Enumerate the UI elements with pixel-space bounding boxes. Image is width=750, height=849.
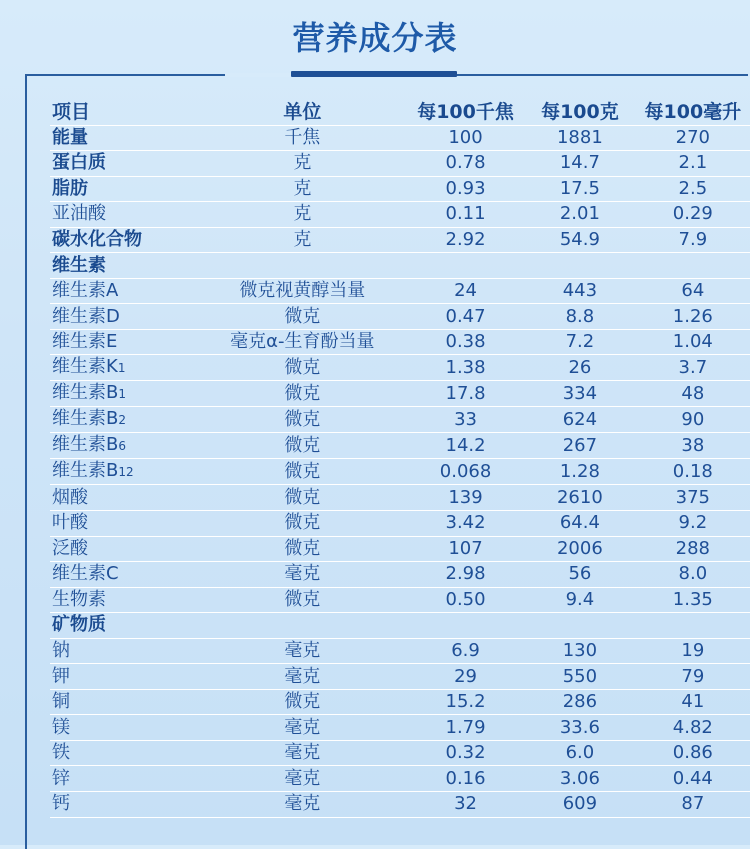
row-item-name (50, 407, 198, 433)
row-per-100g (524, 253, 636, 279)
table-row (50, 766, 750, 792)
row-per-100kj: 0.068 (407, 459, 524, 485)
row-per-100ml: 0.86 (636, 740, 750, 766)
row-per-100g: 443 (524, 278, 636, 304)
row-item-label: 钙 (52, 793, 70, 815)
row-per-100g: 286 (524, 689, 636, 715)
row-per-100g: 2006 (524, 536, 636, 562)
row-per-100g: 54.9 (524, 227, 636, 253)
row-per-100kj: 139 (407, 485, 524, 511)
title-underline (291, 71, 457, 77)
row-per-100g (524, 613, 636, 639)
row-item-label: 维生素B (52, 408, 119, 430)
table-row (50, 715, 750, 741)
row-per-100kj: 15.2 (407, 689, 524, 715)
row-item-name (50, 664, 198, 690)
row-item-label: 能量 (52, 126, 88, 148)
row-item-label: 维生素A (52, 280, 119, 302)
row-item-name (50, 227, 198, 253)
row-per-100kj: 100 (407, 125, 524, 151)
header-item: 项目 (50, 100, 198, 125)
nutrition-table (50, 100, 750, 818)
row-item-label: 维生素B (52, 434, 119, 456)
table-row (50, 407, 750, 433)
row-unit: 微克 (198, 689, 407, 715)
table-row (50, 176, 750, 202)
row-unit: 微克 (198, 355, 407, 381)
row-item-label: 亚油酸 (52, 203, 106, 225)
row-per-100kj (407, 613, 524, 639)
table-row (50, 740, 750, 766)
row-per-100g: 624 (524, 407, 636, 433)
row-item-label: 生物素 (52, 588, 106, 610)
row-per-100g: 3.06 (524, 766, 636, 792)
row-item-name (50, 689, 198, 715)
row-item-label: 维生素E (52, 331, 118, 353)
row-per-100ml: 270 (636, 125, 750, 151)
table-row (50, 433, 750, 459)
row-item-label: 矿物质 (52, 614, 106, 636)
row-per-100ml: 0.29 (636, 202, 750, 228)
row-item-name (50, 740, 198, 766)
table-row (50, 304, 750, 330)
row-per-100ml: 288 (636, 536, 750, 562)
row-item-name (50, 587, 198, 613)
row-per-100g: 17.5 (524, 176, 636, 202)
row-unit: 微克 (198, 304, 407, 330)
row-item-name (50, 125, 198, 151)
header-per-100ml: 每100毫升 (636, 100, 750, 125)
row-per-100ml: 8.0 (636, 562, 750, 588)
table-row (50, 381, 750, 407)
row-unit: 毫克 (198, 664, 407, 690)
row-item-name (50, 202, 198, 228)
row-per-100ml: 3.7 (636, 355, 750, 381)
row-per-100kj: 14.2 (407, 433, 524, 459)
row-item-label: 铜 (52, 691, 70, 713)
row-per-100ml: 9.2 (636, 511, 750, 537)
row-per-100g: 334 (524, 381, 636, 407)
row-unit: 微克视黄醇当量 (198, 278, 407, 304)
row-item-subscript: 2 (118, 413, 126, 428)
row-item-name (50, 638, 198, 664)
table-row (50, 202, 750, 228)
row-per-100kj: 0.78 (407, 151, 524, 177)
table-row (50, 613, 750, 639)
row-item-name (50, 511, 198, 537)
row-unit: 微克 (198, 407, 407, 433)
row-per-100g: 64.4 (524, 511, 636, 537)
table-row (50, 459, 750, 485)
row-per-100ml: 38 (636, 433, 750, 459)
row-per-100kj: 24 (407, 278, 524, 304)
row-per-100ml: 87 (636, 792, 750, 818)
row-unit: 微克 (198, 587, 407, 613)
row-per-100ml: 1.26 (636, 304, 750, 330)
row-per-100g: 14.7 (524, 151, 636, 177)
table-header-row (50, 100, 750, 125)
row-per-100kj: 32 (407, 792, 524, 818)
row-per-100g: 1881 (524, 125, 636, 151)
row-unit: 微克 (198, 433, 407, 459)
row-item-name (50, 715, 198, 741)
row-item-label: 钾 (52, 665, 70, 687)
table-row (50, 125, 750, 151)
row-per-100ml: 79 (636, 664, 750, 690)
row-item-label: 钠 (52, 640, 70, 662)
row-item-name (50, 433, 198, 459)
row-per-100g: 1.28 (524, 459, 636, 485)
row-per-100g: 56 (524, 562, 636, 588)
row-item-name (50, 176, 198, 202)
row-unit: 微克 (198, 485, 407, 511)
table-row (50, 511, 750, 537)
row-per-100ml: 48 (636, 381, 750, 407)
row-per-100g: 7.2 (524, 329, 636, 355)
table-row (50, 278, 750, 304)
row-per-100ml: 1.35 (636, 587, 750, 613)
row-item-label: 碳水化合物 (52, 229, 142, 250)
row-unit: 微克 (198, 511, 407, 537)
row-per-100ml: 0.44 (636, 766, 750, 792)
row-item-label: 脂肪 (52, 177, 88, 199)
row-per-100g: 9.4 (524, 587, 636, 613)
row-per-100ml: 19 (636, 638, 750, 664)
row-per-100kj: 0.47 (407, 304, 524, 330)
row-per-100ml: 1.04 (636, 329, 750, 355)
row-item-subscript: 12 (118, 465, 134, 480)
row-unit: 毫克 (198, 562, 407, 588)
row-item-label: 叶酸 (52, 512, 88, 534)
row-per-100kj: 6.9 (407, 638, 524, 664)
table-row (50, 329, 750, 355)
row-unit: 微克 (198, 536, 407, 562)
row-item-name (50, 304, 198, 330)
row-per-100g: 6.0 (524, 740, 636, 766)
row-item-name (50, 485, 198, 511)
row-item-name (50, 278, 198, 304)
row-item-label: 维生素C (52, 563, 119, 585)
row-per-100ml: 2.1 (636, 151, 750, 177)
table-row (50, 587, 750, 613)
row-item-label: 维生素K (52, 356, 118, 378)
row-per-100ml (636, 253, 750, 279)
row-per-100kj: 0.50 (407, 587, 524, 613)
row-per-100g: 550 (524, 664, 636, 690)
row-item-name (50, 329, 198, 355)
row-per-100g: 2.01 (524, 202, 636, 228)
row-unit: 克 (198, 151, 407, 177)
row-unit: 毫克 (198, 792, 407, 818)
row-item-name (50, 536, 198, 562)
row-unit: 毫克 (198, 715, 407, 741)
row-per-100ml: 90 (636, 407, 750, 433)
row-per-100ml: 64 (636, 278, 750, 304)
row-unit (198, 253, 407, 279)
row-unit: 克 (198, 202, 407, 228)
row-unit: 微克 (198, 459, 407, 485)
row-per-100ml: 7.9 (636, 227, 750, 253)
row-per-100kj: 1.79 (407, 715, 524, 741)
row-item-label: 维生素 (52, 254, 106, 276)
row-per-100ml: 41 (636, 689, 750, 715)
row-per-100ml: 2.5 (636, 176, 750, 202)
row-item-name (50, 355, 198, 381)
row-item-label: 泛酸 (52, 537, 88, 559)
row-per-100g: 8.8 (524, 304, 636, 330)
table-row (50, 151, 750, 177)
header-per-100g: 每100克 (524, 100, 636, 125)
table-row (50, 485, 750, 511)
row-per-100kj: 2.98 (407, 562, 524, 588)
row-item-label: 烟酸 (52, 486, 88, 508)
row-per-100kj: 3.42 (407, 511, 524, 537)
row-unit: 毫克 (198, 740, 407, 766)
table-body (50, 125, 750, 817)
row-per-100g: 267 (524, 433, 636, 459)
row-per-100kj: 0.38 (407, 329, 524, 355)
row-item-name (50, 151, 198, 177)
row-per-100g: 609 (524, 792, 636, 818)
row-item-subscript: 1 (118, 387, 126, 402)
table-row (50, 536, 750, 562)
row-unit: 千焦 (198, 125, 407, 151)
row-unit: 毫克α-生育酚当量 (198, 329, 407, 355)
row-unit: 克 (198, 227, 407, 253)
row-item-label: 铁 (52, 742, 70, 764)
row-per-100ml: 375 (636, 485, 750, 511)
row-item-name (50, 792, 198, 818)
row-per-100g: 130 (524, 638, 636, 664)
table-row (50, 562, 750, 588)
row-per-100kj: 0.32 (407, 740, 524, 766)
row-item-label: 锌 (52, 767, 70, 789)
row-item-subscript: 6 (118, 439, 126, 454)
header-unit: 单位 (198, 100, 407, 125)
table-row (50, 792, 750, 818)
row-per-100kj: 2.92 (407, 227, 524, 253)
row-unit: 毫克 (198, 638, 407, 664)
row-item-label: 蛋白质 (52, 152, 106, 174)
row-item-name (50, 562, 198, 588)
table-row (50, 689, 750, 715)
row-per-100kj: 0.93 (407, 176, 524, 202)
row-per-100kj: 107 (407, 536, 524, 562)
table-row (50, 253, 750, 279)
row-per-100kj (407, 253, 524, 279)
row-per-100kj: 33 (407, 407, 524, 433)
row-item-label: 维生素D (52, 305, 120, 327)
row-per-100kj: 29 (407, 664, 524, 690)
row-per-100kj: 0.11 (407, 202, 524, 228)
row-unit: 毫克 (198, 766, 407, 792)
table-row (50, 638, 750, 664)
row-item-name (50, 381, 198, 407)
row-item-name (50, 766, 198, 792)
row-item-label: 维生素B (52, 382, 119, 404)
row-per-100kj: 17.8 (407, 381, 524, 407)
row-unit: 克 (198, 176, 407, 202)
table-row (50, 664, 750, 690)
frame-gap (225, 73, 291, 77)
row-item-name (50, 253, 198, 279)
page-title: 营养成分表 (292, 19, 458, 57)
table-row (50, 355, 750, 381)
row-item-name (50, 613, 198, 639)
row-per-100kj: 1.38 (407, 355, 524, 381)
row-per-100kj: 0.16 (407, 766, 524, 792)
row-item-label: 维生素B (52, 460, 119, 482)
row-per-100g: 2610 (524, 485, 636, 511)
row-item-label: 镁 (52, 716, 70, 738)
row-unit (198, 613, 407, 639)
row-per-100ml: 0.18 (636, 459, 750, 485)
row-unit: 微克 (198, 381, 407, 407)
row-per-100g: 33.6 (524, 715, 636, 741)
row-per-100g: 26 (524, 355, 636, 381)
row-per-100ml (636, 613, 750, 639)
table-row (50, 227, 750, 253)
row-per-100ml: 4.82 (636, 715, 750, 741)
row-item-name (50, 459, 198, 485)
row-item-subscript: 1 (117, 361, 126, 376)
header-per-100kj: 每100千焦 (407, 100, 524, 125)
